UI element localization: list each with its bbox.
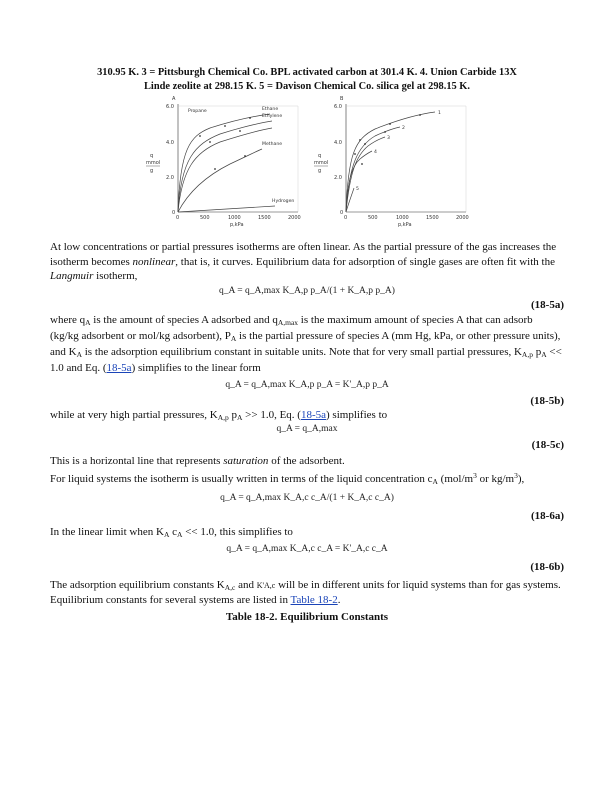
curve-2 xyxy=(346,127,400,212)
equation-18-6a: q_A = q_A,max K_A,c c_A/(1 + K_A,c c_A) xyxy=(220,492,394,503)
panel-a-xtick: 500 xyxy=(200,215,210,221)
curve-methane xyxy=(178,149,262,212)
curve-label: Hydrogen xyxy=(272,199,295,204)
panel-b-xtick: 1000 xyxy=(396,215,409,221)
caption-line-2: Linde zeolite at 298.15 K. 5 = Davison Chemical Co. silica gel at 298.15 K. xyxy=(144,80,470,92)
panel-b-ytick: 2.0 xyxy=(334,175,342,181)
curve-label: Propane xyxy=(188,109,207,114)
panel-b-ylabel: g xyxy=(318,168,322,174)
curve-label: Ethylene xyxy=(262,114,283,119)
paragraph-saturation: This is a horizontal line that represents saturation of the adsorbent. xyxy=(50,455,345,468)
document-page xyxy=(50,66,564,624)
paragraph-liquid-systems: For liquid systems the isotherm is usually written in terms of the liquid concentration $c_A$ ($mol/m^3$ or $kg/m^3$), xyxy=(50,470,525,486)
panel-a-xlabel: p,kPa xyxy=(230,222,244,228)
isotherm-figure xyxy=(50,94,564,240)
equation-number-18-6a: (18-6a) xyxy=(531,509,564,522)
link-eq-18-5a[interactable]: 18-5a xyxy=(300,408,327,421)
panel-b xyxy=(314,96,469,228)
panel-a-ytick: 2.0 xyxy=(166,175,174,181)
paragraph-linear-limit: In the linear limit when $K_A$ $c_A << 1.0$, this simplifies to xyxy=(50,525,293,539)
panel-a xyxy=(146,96,301,228)
caption-line-1: 310.95 K. 3 = Pittsburgh Chemical Co. BPL activated carbon at 301.4 K. 4. Union Carbide 13X xyxy=(97,67,517,78)
curve-4 xyxy=(346,151,372,212)
panel-b-ylabel: q xyxy=(318,153,322,159)
equation-18-5b: q_A = q_A,max K_A,p p_A = K'_A,p p_A xyxy=(225,379,389,390)
curve-label: 1 xyxy=(438,111,441,116)
panel-a-ytick: 6.0 xyxy=(166,104,174,110)
curve-3 xyxy=(346,137,385,212)
curve-label: 5 xyxy=(356,187,359,192)
equation-number-18-5a: (18-5a) xyxy=(531,298,564,311)
panel-b-xlabel: p,kPa xyxy=(398,222,412,228)
isotherm-figure-svg xyxy=(50,94,564,240)
panel-a-ylabel: g xyxy=(150,168,154,174)
link-table-18-2[interactable]: Table 18-2 xyxy=(290,594,338,607)
panel-a-xtick: 1000 xyxy=(228,215,241,221)
curve-label: Ethane xyxy=(262,107,279,112)
curve-label: 4 xyxy=(374,150,377,155)
equation-18-5a: q_A = q_A,max K_A,p p_A/(1 + K_A,p p_A) xyxy=(219,285,395,296)
paragraph-equilibrium-constants: The adsorption equilibrium constants $K_{A,c}$ and K'A,c will be in different units for liquid systems than for gas systems. Equilibrium constants for several systems are listed in Table 18-2. xyxy=(50,578,561,607)
panel-a-xtick: 1500 xyxy=(258,215,271,221)
figure-caption xyxy=(50,66,564,93)
equation-number-18-6b: (18-6b) xyxy=(530,560,564,573)
paragraph-langmuir-intro: At low concentrations or partial pressures isotherms are often linear. As the partial pressure of the gas increases the isotherm becomes nonlinear, that is, it curves. Equilibrium data for adsorption of single gases are often fit with the Langmuir isotherm, xyxy=(50,241,557,283)
curve-label: 2 xyxy=(402,126,405,131)
equation-number-18-5c: (18-5c) xyxy=(531,439,564,452)
panel-a-xtick: 0 xyxy=(176,215,180,221)
equation-18-5c: q_A = q_A,max xyxy=(276,424,338,435)
panel-a-ytick: 0 xyxy=(172,210,176,216)
panel-a-xtick: 2000 xyxy=(288,215,301,221)
panel-b-ytick: 4.0 xyxy=(334,140,342,146)
paragraph-high-pressure: while at very high partial pressures, $K_{A,p}$ $p_A >> 1.0$, Eq. (18-5a) simplifies to xyxy=(50,408,388,422)
table-title: Table 18-2. Equilibrium Constants xyxy=(225,610,389,623)
curve-hydrogen xyxy=(178,206,275,212)
panel-b-ytick: 0 xyxy=(340,210,344,216)
link-eq-18-5a[interactable]: 18-5a xyxy=(106,361,132,374)
panel-a-ylabel: mmol xyxy=(146,160,161,166)
panel-b-xtick: 2000 xyxy=(456,215,469,221)
k-prime-symbol: K'A,c xyxy=(256,580,276,590)
panel-b-xtick: 0 xyxy=(344,215,348,221)
panel-b-xtick: 500 xyxy=(368,215,378,221)
panel-a-ytick: 4.0 xyxy=(166,140,174,146)
paragraph-definitions: where $q_A$ is the amount of species A adsorbed and $q_{A,max}$ is the maximum amount of species A that can adsorb (kg/kg adsorbent or mol/kg adsorbent), $P_A$ is the partial pressure of species A (mm Hg, kPa, or other pressure units), and $K_A$ is the adsorption equilibrium constant in suitable units. Note that for very small partial pressures, $K_{A,p}$ $p_A << 1.0$ and Eq. (18-5a) simplifies to the linear form xyxy=(50,313,562,374)
panel-b-letter: B xyxy=(340,96,344,102)
curve-1 xyxy=(346,112,435,212)
equation-18-6b: q_A = q_A,max K_A,c c_A = K'_A,c c_A xyxy=(226,543,388,554)
panel-b-ylabel: mmol xyxy=(314,160,329,166)
panel-b-ytick: 6.0 xyxy=(334,104,342,110)
curve-label: Methane xyxy=(262,142,283,147)
equation-number-18-5b: (18-5b) xyxy=(530,394,564,407)
curve-label: 3 xyxy=(387,136,390,141)
panel-a-letter: A xyxy=(172,96,176,102)
panel-a-ylabel: q xyxy=(150,153,154,159)
panel-b-xtick: 1500 xyxy=(426,215,439,221)
